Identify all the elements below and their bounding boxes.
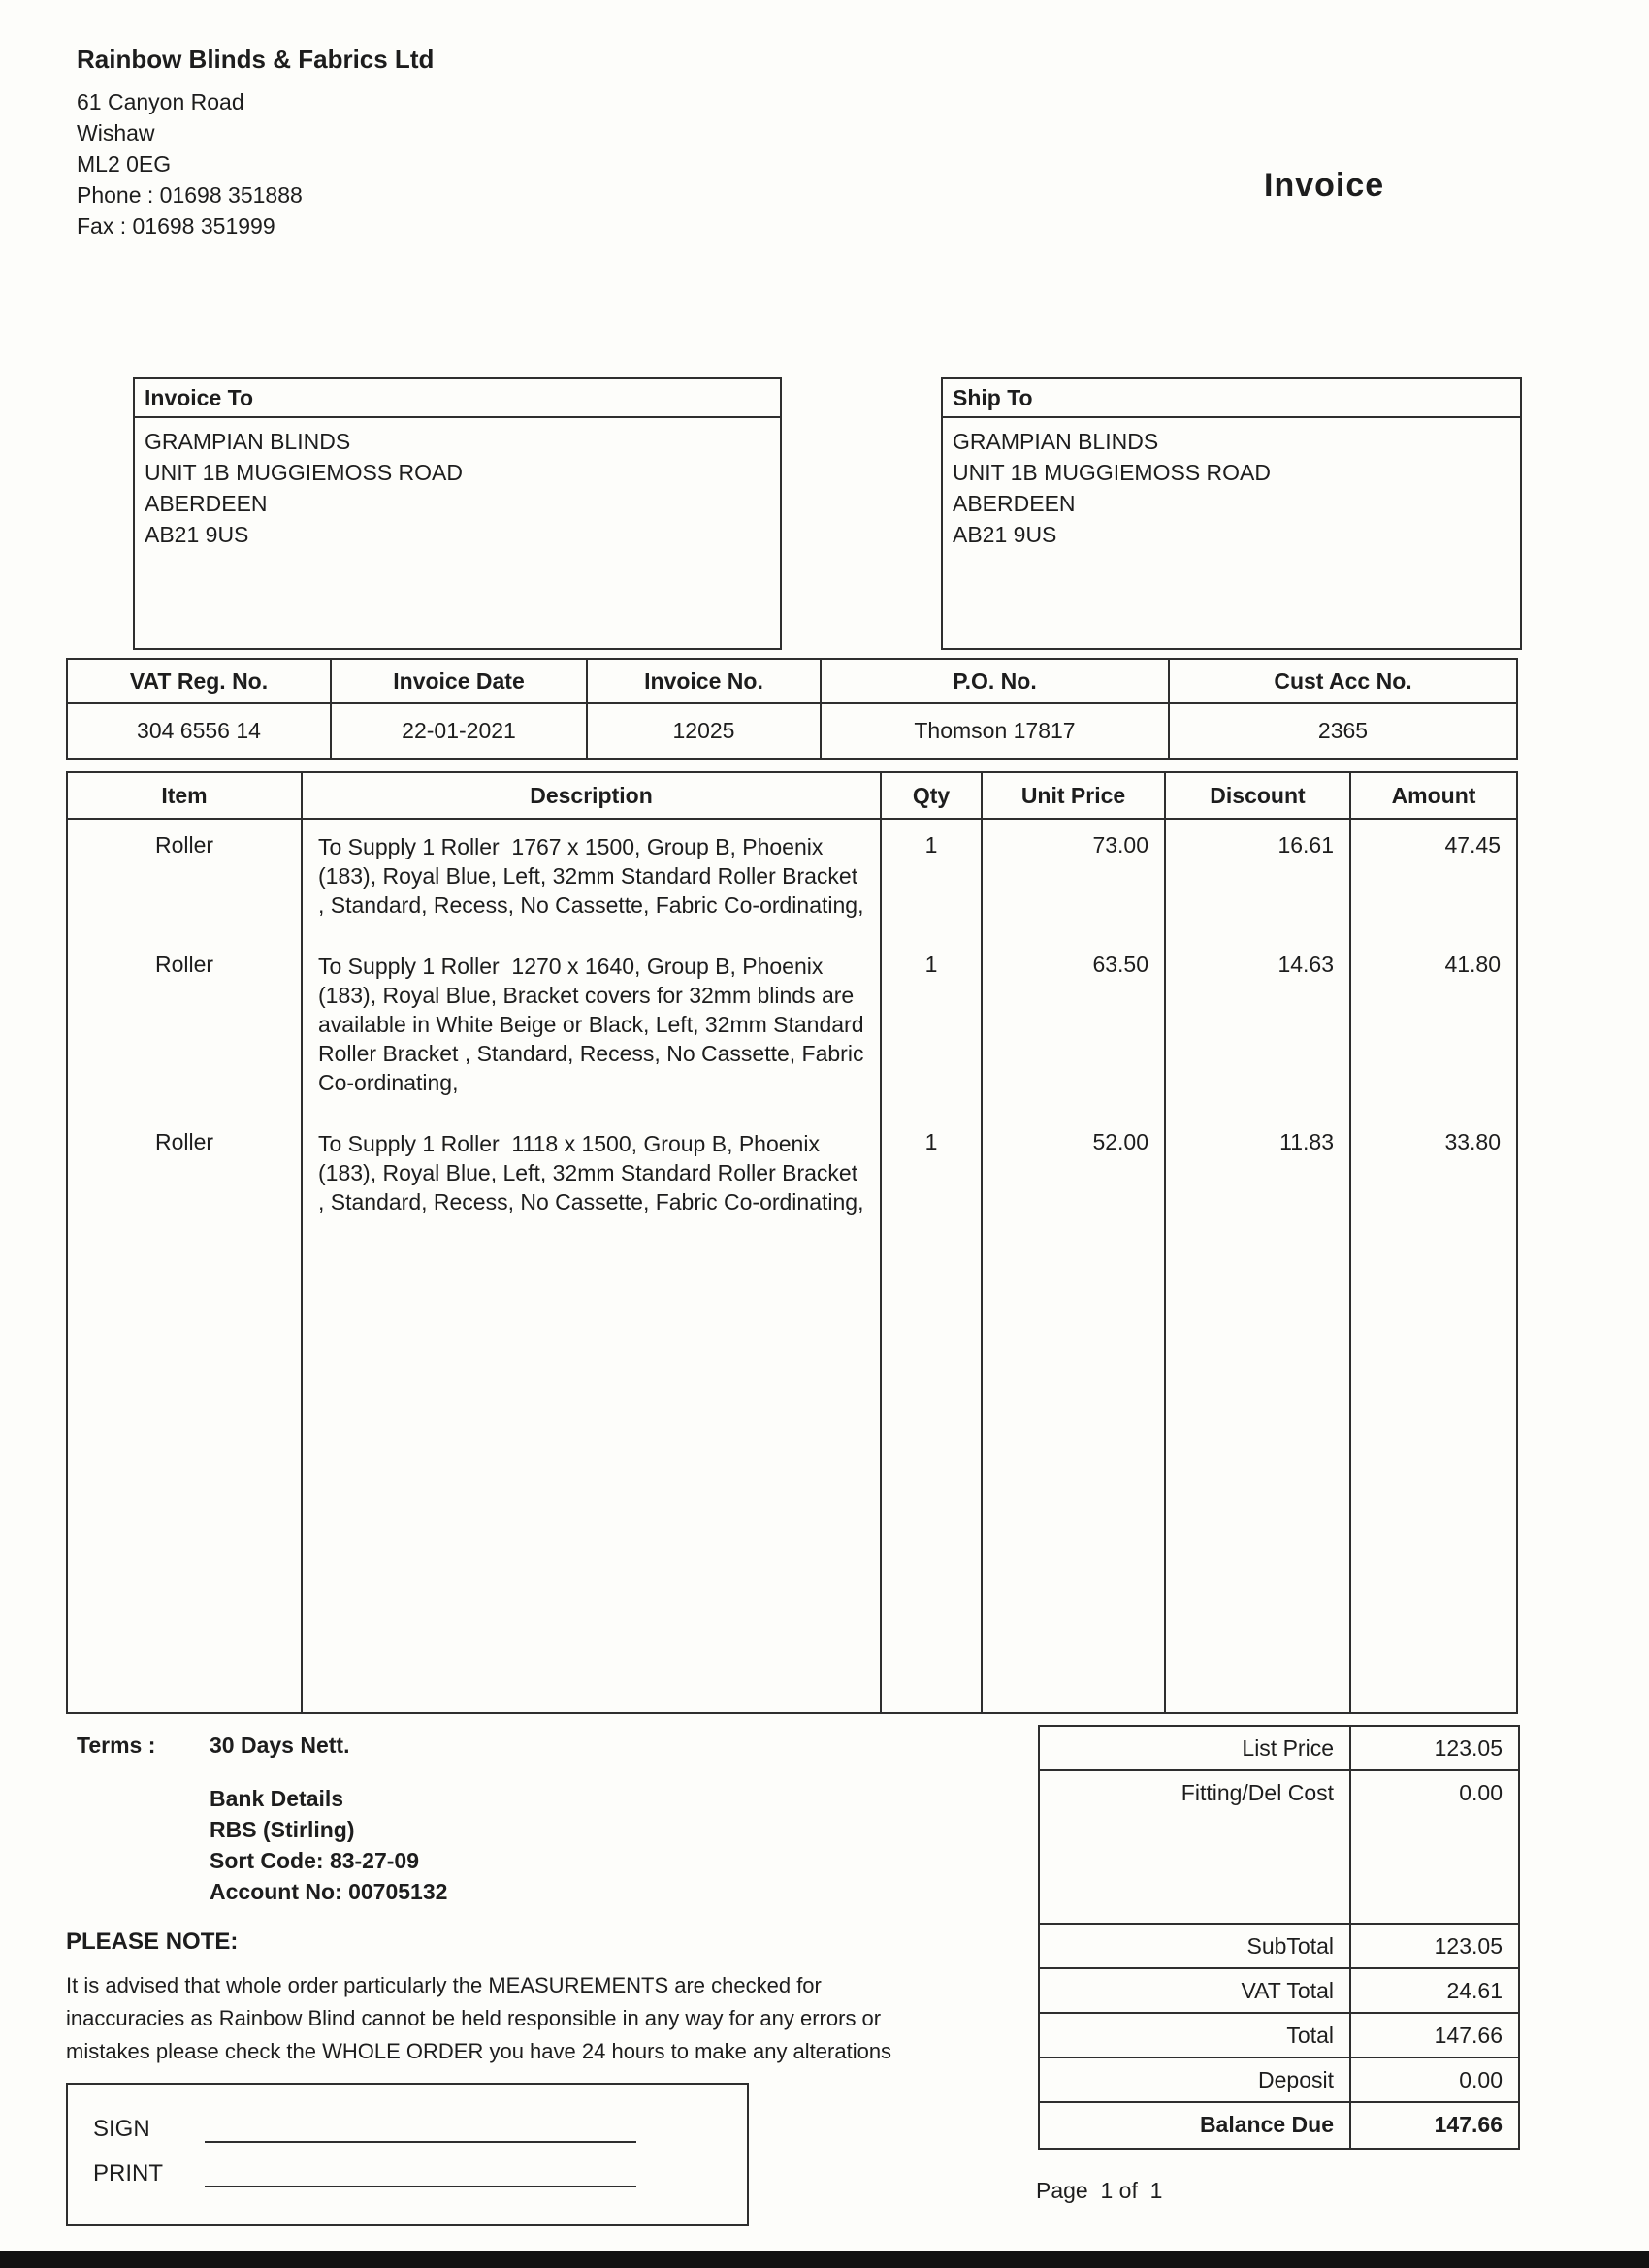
subtotal-value: 123.05 — [1351, 1925, 1518, 1969]
print-line — [205, 2162, 636, 2187]
address-line: GRAMPIAN BLINDS — [953, 429, 1159, 454]
description-column-header: Description — [303, 773, 882, 820]
invoice-no-header: Invoice No. — [588, 660, 822, 704]
discount-column-header: Discount — [1166, 773, 1351, 820]
item-name: Roller — [68, 820, 303, 939]
scanner-edge-artifact — [0, 2251, 1649, 2268]
ship-to-title: Ship To — [943, 379, 1520, 418]
company-address-line: Wishaw — [77, 120, 155, 146]
print-label: PRINT — [93, 2160, 163, 2187]
item-column-header: Item — [68, 773, 303, 820]
company-fax: Fax : 01698 351999 — [77, 213, 275, 239]
table-filler — [68, 1236, 303, 1712]
table-filler — [1166, 1236, 1351, 1712]
sign-row — [93, 2114, 636, 2143]
item-description: To Supply 1 Roller 1270 x 1640, Group B, Phoenix (183), Royal Blue, Bracket covers for 32mm blinds are available in White Beige or Black, Left, 32mm Standard Roller Bracket , Standard, Recess, No Cassette, Fabric Co-ordinating, — [303, 939, 882, 1117]
item-qty: 1 — [882, 1117, 983, 1236]
vat-reg-value: 304 6556 14 — [68, 704, 332, 758]
note-body: It is advised that whole order particularly the MEASUREMENTS are checked for inaccuracies as Rainbow Blind cannot be held responsible in any way for any errors or mistakes please check the WHOLE ORDER you have 24 hours to make any alterations — [66, 1973, 892, 2063]
bank-name: RBS (Stirling) — [210, 1817, 355, 1842]
item-name: Roller — [68, 939, 303, 1117]
amount-column-header: Amount — [1351, 773, 1516, 820]
address-line: ABERDEEN — [953, 491, 1076, 516]
vat-total-value: 24.61 — [1351, 1969, 1518, 2014]
address-line: UNIT 1B MUGGIEMOSS ROAD — [145, 460, 464, 485]
item-name: Roller — [68, 1117, 303, 1236]
po-no-value: Thomson 17817 — [822, 704, 1170, 758]
cust-acc-header: Cust Acc No. — [1170, 660, 1516, 704]
invoice-to-title: Invoice To — [135, 379, 780, 418]
item-discount: 16.61 — [1166, 820, 1351, 939]
list-price-label: List Price — [1040, 1727, 1351, 1771]
bank-account-no: Account No: 00705132 — [210, 1879, 448, 1904]
company-name: Rainbow Blinds & Fabrics Ltd — [77, 45, 435, 74]
fitting-del-cost-label: Fitting/Del Cost — [1040, 1771, 1351, 1925]
bank-details-title: Bank Details — [210, 1786, 344, 1811]
please-note-title: PLEASE NOTE: — [66, 1928, 239, 1955]
sign-label: SIGN — [93, 2116, 150, 2142]
deposit-value: 0.00 — [1351, 2058, 1518, 2103]
address-line: AB21 9US — [953, 522, 1057, 547]
ship-to-box — [941, 377, 1522, 650]
balance-due-value: 147.66 — [1434, 2112, 1503, 2137]
bank-sort-code: Sort Code: 83-27-09 — [210, 1848, 420, 1873]
vat-total-label: VAT Total — [1040, 1969, 1351, 2014]
document-title: Invoice — [1264, 167, 1385, 204]
table-filler — [983, 1236, 1166, 1712]
terms-value: 30 Days Nett. — [210, 1733, 350, 1758]
item-amount: 41.80 — [1444, 952, 1501, 977]
item-discount: 14.63 — [1166, 939, 1351, 1117]
total-label: Total — [1040, 2014, 1351, 2058]
table-filler — [1351, 1236, 1516, 1712]
company-phone: Phone : 01698 351888 — [77, 182, 303, 208]
sign-line — [205, 2118, 636, 2143]
invoice-no-value: 12025 — [588, 704, 822, 758]
signature-box — [66, 2083, 749, 2226]
invoice-date-header: Invoice Date — [332, 660, 588, 704]
item-unit-price: 73.00 — [983, 820, 1166, 939]
list-price-value: 123.05 — [1351, 1727, 1518, 1771]
total-value: 147.66 — [1351, 2014, 1518, 2058]
address-line: GRAMPIAN BLINDS — [145, 429, 351, 454]
table-filler — [882, 1236, 983, 1712]
item-description: To Supply 1 Roller 1767 x 1500, Group B, Phoenix (183), Royal Blue, Left, 32mm Standard Roller Bracket , Standard, Recess, No Cassette, Fabric Co-ordinating, — [303, 820, 882, 939]
item-description: To Supply 1 Roller 1118 x 1500, Group B, Phoenix (183), Royal Blue, Left, 32mm Standard Roller Bracket , Standard, Recess, No Cassette, Fabric Co-ordinating, — [303, 1117, 882, 1236]
bank-details — [210, 1783, 447, 1907]
company-address-line: 61 Canyon Road — [77, 89, 244, 114]
company-address-line: ML2 0EG — [77, 151, 172, 177]
item-qty: 1 — [882, 820, 983, 939]
unit-price-column-header: Unit Price — [983, 773, 1166, 820]
item-amount: 47.45 — [1444, 832, 1501, 858]
invoice-to-address — [135, 418, 780, 558]
item-unit-price: 63.50 — [983, 939, 1166, 1117]
item-discount: 11.83 — [1166, 1117, 1351, 1236]
page-indicator: Page 1 of 1 — [1036, 2178, 1163, 2203]
invoice-to-box — [133, 377, 782, 650]
item-qty: 1 — [882, 939, 983, 1117]
ship-to-address — [943, 418, 1520, 558]
table-filler — [303, 1236, 882, 1712]
invoice-date-value: 22-01-2021 — [332, 704, 588, 758]
items-table — [66, 771, 1518, 1714]
terms-row — [77, 1733, 349, 1759]
address-line: ABERDEEN — [145, 491, 268, 516]
print-row — [93, 2158, 636, 2187]
deposit-label: Deposit — [1040, 2058, 1351, 2103]
item-amount: 33.80 — [1444, 1129, 1501, 1154]
address-line: AB21 9US — [145, 522, 249, 547]
invoice-details-table — [66, 658, 1518, 760]
fitting-del-cost-value: 0.00 — [1351, 1771, 1518, 1925]
qty-column-header: Qty — [882, 773, 983, 820]
cust-acc-value: 2365 — [1317, 718, 1369, 743]
po-no-header: P.O. No. — [822, 660, 1170, 704]
vat-reg-header: VAT Reg. No. — [68, 660, 332, 704]
address-line: UNIT 1B MUGGIEMOSS ROAD — [953, 460, 1272, 485]
item-unit-price: 52.00 — [983, 1117, 1166, 1236]
terms-label: Terms : — [77, 1733, 156, 1758]
totals-table — [1038, 1725, 1520, 2150]
balance-due-label: Balance Due — [1040, 2103, 1351, 2148]
company-header — [77, 45, 434, 242]
subtotal-label: SubTotal — [1040, 1925, 1351, 1969]
